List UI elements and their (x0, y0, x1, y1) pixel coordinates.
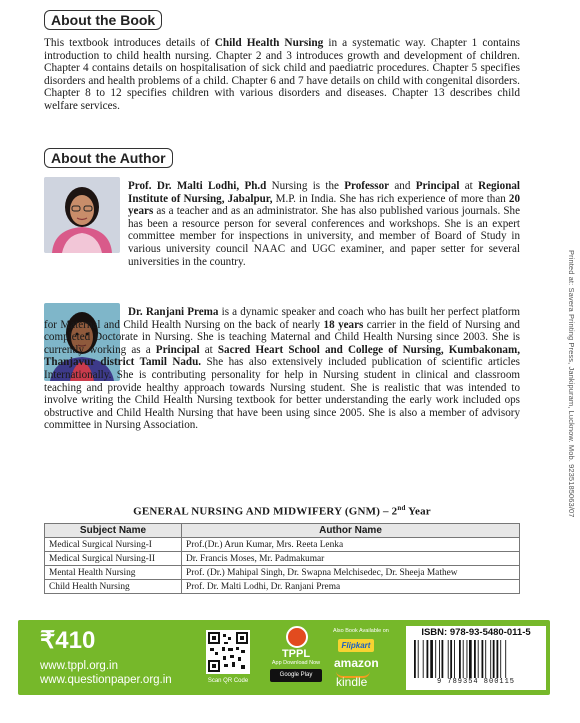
tppl-app-caption: App Download Now (271, 660, 321, 666)
about-book-heading: About the Book (44, 10, 162, 30)
barcode-icon (412, 640, 540, 678)
author1-photo (44, 177, 120, 253)
gnm-title: GENERAL NURSING AND MIDWIFERY (GNM) – 2nd Year (133, 504, 431, 518)
barcode-digits: 9 789354 800115 (436, 678, 515, 686)
author-cell: Prof. (Dr.) Mahipal Singh, Dr. Swapna Melchisedec, Dr. Sheeja Mathew (182, 566, 520, 580)
table-header-row (45, 524, 520, 538)
table-row (45, 538, 520, 552)
table-row (45, 552, 520, 566)
subject-cell: Mental Health Nursing (45, 566, 182, 580)
flipkart-logo[interactable]: Flipkart (338, 639, 374, 652)
isbn-label: ISBN: 978-93-5480-011-5 (421, 627, 531, 638)
kindle-logo[interactable]: kindle (336, 675, 368, 689)
subject-column-header: Subject Name (45, 524, 182, 538)
subject-cell: Medical Surgical Nursing-II (45, 552, 182, 566)
printer-note: Printed at: Savera Printing Press, Jankipuram, Lucknow. Mob. 9235185063/07 (567, 250, 576, 518)
subject-cell: Medical Surgical Nursing-I (45, 538, 182, 552)
available-caption: Also Book Available on (333, 628, 389, 634)
qr-caption: Scan QR Code (207, 678, 249, 684)
author1-bio: Prof. Dr. Malti Lodhi, Ph.d Nursing is the Professor and Principal at Regional Institute of Nursing, Jabalpur, M.P. in India. She has rich experience of more than 20 years as a teacher and as an administrator. She has also published various journals. She has been a resource person for several conferences and workshops. She is an expert committee member for inspections in university, and member of Board of Study in various university council NAAC and UGC examiner, and paper setter for several universities in the country. (128, 180, 521, 268)
tppl-label: TPPL (281, 648, 311, 660)
website-link-1[interactable]: www.tppl.org.in (40, 660, 118, 672)
subject-cell: Child Health Nursing (45, 580, 182, 594)
footer-band (18, 620, 550, 695)
about-book-text: This textbook introduces details of Child Health Nursing in a systematic way. Chapter 1 contains introduction to child health nursing. Chapter 2 and 3 introduces growth and development of children. Chapter 4 contains details on hospitalisation of sick child and paediatric procedures. Chapter 5 specifies disorders and health problems of a child. Chapter 6 and 7 have details on child with congenital disorders. Chapter 8 to 12 specifies children with various disorders and diseases. Chapter 13 describes child welfare services. (44, 37, 520, 112)
website-link-2[interactable]: www.questionpaper.org.in (40, 674, 172, 686)
book-list-table (44, 523, 520, 594)
author-cell: Prof.(Dr.) Arun Kumar, Mrs. Reeta Lenka (182, 538, 520, 552)
google-play-badge[interactable]: Google Play (270, 669, 322, 682)
author-cell: Prof. Dr. Malti Lodhi, Dr. Ranjani Prema (182, 580, 520, 594)
isbn-block (406, 626, 546, 690)
table-row (45, 566, 520, 580)
author2-bio: Dr. Ranjani Prema is a dynamic speaker and coach who has built her perfect platform for Maternal and Child Health Nursing on the back of nearly 18 years carrier in the field of Nursing and completed Doctorate in Nursing. She is teaching Maternal and Child Health Nursing since 2003. She is currently working as a Principal at Sacred Heart School and College of Nursing, Kumbakonam, Thanjavur district Tamil Nadu. She has also extensively included publication of scientific articles Internationally. She is contributing personality for help in Nursing student in clinical and classroom teaching and provide healthy approach towards Nursing student. She is realistic that was intended to involve writing the Child Health Nursing textbook for better understanding the early work included ops obstructive and Child Health Nursing that have been using since 2005. She is also a member of advisory committee in Nursing Association. (44, 306, 521, 432)
author-column-header: Author Name (182, 524, 520, 538)
tppl-logo-icon (286, 626, 308, 648)
table-row (45, 580, 520, 594)
amazon-logo[interactable]: amazon (334, 656, 379, 670)
author-cell: Dr. Francis Moses, Mr. Padmakumar (182, 552, 520, 566)
about-author-heading: About the Author (44, 148, 173, 168)
qr-code-icon[interactable] (206, 630, 250, 674)
price-label: ₹410 (40, 627, 96, 654)
